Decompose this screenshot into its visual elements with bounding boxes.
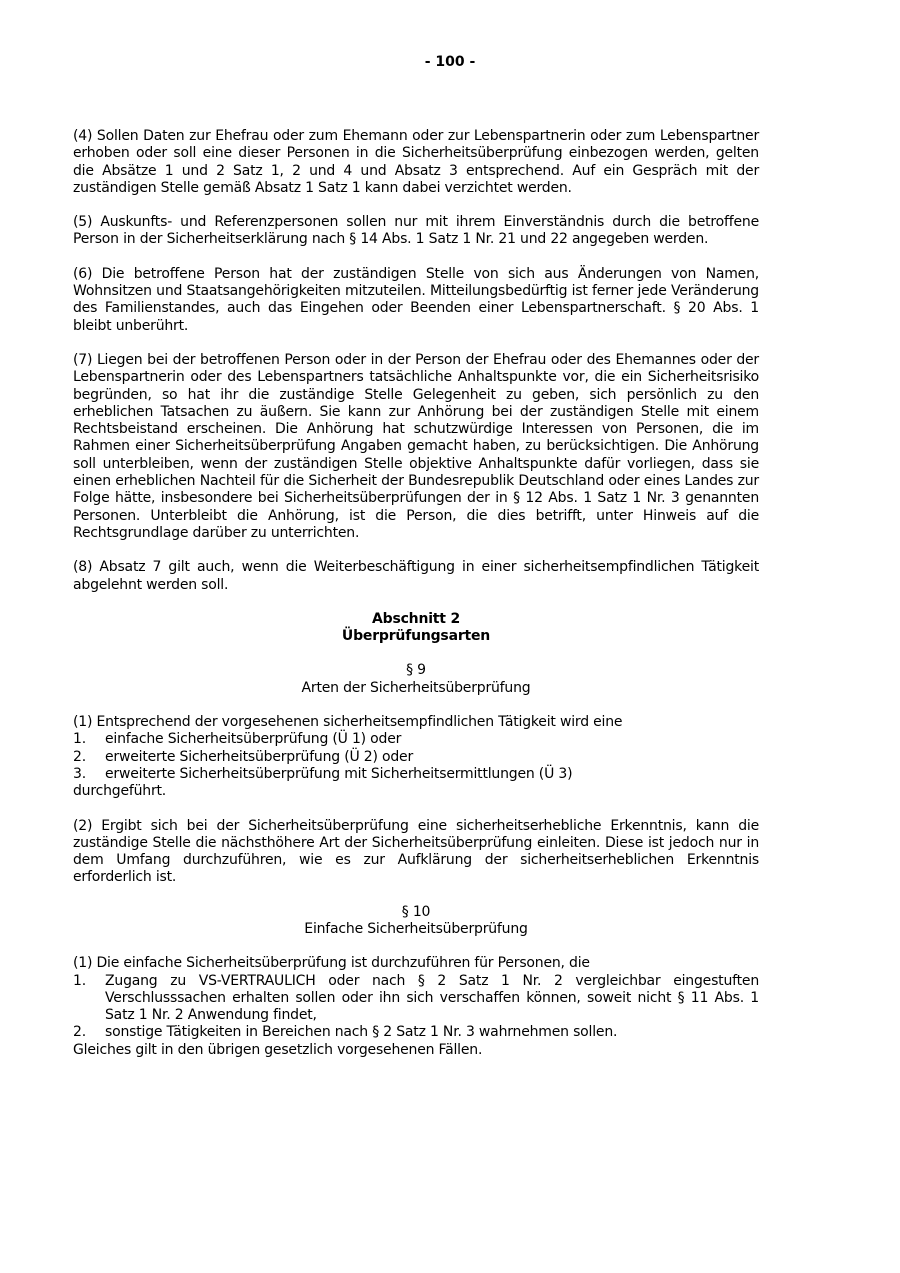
section-title: Abschnitt 2: [371, 610, 461, 627]
section-subtitle: Überprüfungsarten: [341, 628, 491, 645]
document-body: [73, 128, 759, 1076]
list-item-number: 2.: [73, 748, 86, 765]
para9-abs2: (2) Ergibt sich bei der Sicherheitsüberprüfung eine sicherheitserhebliche Erkenntnis, kann die zuständige Stelle die nächsthöhere Art der Sicherheitsüberprüfung einleiten. Diese ist jedoch nur in dem Umfang durchzuführen, wie es zur Aufklärung der sicherheitserheblichen Erkenntnis erforderlich ist.: [73, 817, 759, 886]
list-item-text: einfache Sicherheitsüberprüfung (Ü 1) oder: [105, 731, 402, 748]
list-item-number: 3.: [73, 765, 86, 782]
para9-outro: durchgeführt.: [73, 783, 167, 800]
list-item-text: erweiterte Sicherheitsüberprüfung (Ü 2) oder: [105, 748, 414, 765]
list-item-number: 1.: [73, 731, 86, 748]
page-number: - 100 -: [424, 54, 476, 70]
paragraph-5: (5) Auskunfts- und Referenzpersonen sollen nur mit ihrem Einverständnis durch die betroffene Person in der Sicherheitserklärung nach § 14 Abs. 1 Satz 1 Nr. 21 und 22 angegeben werden.: [73, 214, 759, 248]
list-item-number: 2.: [73, 1024, 86, 1041]
paragraph-8: (8) Absatz 7 gilt auch, wenn die Weiterbeschäftigung in einer sicherheitsempfindlichen Tätigkeit abgelehnt werden soll.: [73, 559, 759, 593]
para10-title: Einfache Sicherheitsüberprüfung: [304, 920, 528, 937]
para9-list: [73, 731, 759, 783]
para9-number: § 9: [406, 662, 426, 679]
paragraph-4: (4) Sollen Daten zur Ehefrau oder zum Ehemann oder zur Lebenspartnerin oder zum Lebenspartner erhoben oder soll eine dieser Personen in die Sicherheitsüberprüfung einbezogen werden, gelten die Absätze 1 und 2 Satz 1, 2 und 4 und Absatz 3 entsprechend. Auf ein Gespräch mit der zuständigen Stelle gemäß Absatz 1 Satz 1 kann dabei verzichtet werden.: [73, 128, 759, 196]
paragraph-6: (6) Die betroffene Person hat der zuständigen Stelle von sich aus Änderungen von Namen, Wohnsitzen und Staatsangehörigkeiten mitzuteilen. Mitteilungsbedürftig ist ferner jede Veränderung des Familienstandes, auch das Eingehen oder Beenden einer Lebenspartnerschaft. § 20 Abs. 1 bleibt unberührt.: [73, 265, 759, 334]
para9-heading: [73, 662, 759, 697]
list-item: [73, 749, 759, 766]
para10-heading: [73, 904, 759, 939]
para9-title: Arten der Sicherheitsüberprüfung: [301, 679, 531, 696]
para10-number: § 10: [401, 903, 431, 920]
list-item: [73, 973, 759, 1025]
list-item: [73, 1024, 759, 1041]
para10-intro: (1) Die einfache Sicherheitsüberprüfung ist durchzuführen für Personen, die: [73, 955, 590, 972]
para9-intro: (1) Entsprechend der vorgesehenen sicherheitsempfindlichen Tätigkeit wird eine: [73, 714, 623, 731]
para10-list: [73, 973, 759, 1042]
para10-outro: Gleiches gilt in den übrigen gesetzlich vorgesehenen Fällen.: [73, 1041, 483, 1058]
list-item: [73, 766, 759, 783]
section-heading: [73, 611, 759, 646]
list-item: [73, 731, 759, 748]
list-item-text: sonstige Tätigkeiten in Bereichen nach § 2 Satz 1 Nr. 3 wahrnehmen sollen.: [105, 1024, 618, 1041]
list-item-number: 1.: [73, 972, 86, 989]
paragraph-7: (7) Liegen bei der betroffenen Person oder in der Person der Ehefrau oder des Ehemannes oder der Lebenspartnerin oder des Lebenspartners tatsächliche Anhaltspunkte vor, die ein Sicherheitsrisiko begründen, so hat ihr die zuständige Stelle Gelegenheit zu geben, sich persönlich zu den erheblichen Tatsachen zu äußern. Sie kann zur Anhörung bei der zuständigen Stelle mit einem Rechtsbeistand erscheinen. Die Anhörung hat schutzwürdige Interessen von Personen, die im Rahmen einer Sicherheitsüberprüfung Angaben gemacht haben, zu berücksichtigen. Die Anhörung soll unterbleiben, wenn der zuständigen Stelle objektive Anhaltspunkte dafür vorliegen, dass sie einen erheblichen Nachteil für die Sicherheit der Bundesrepublik Deutschland oder eines Landes zur Folge hätte, insbesondere bei Sicherheitsüberprüfungen der in § 12 Abs. 1 Satz 1 Nr. 3 genannten Personen. Unterbleibt die Anhörung, ist die Person, die dies betrifft, unter Hinweis auf die Rechtsgrundlage darüber zu unterrichten.: [73, 351, 759, 541]
list-item-text: erweiterte Sicherheitsüberprüfung mit Sicherheitsermittlungen (Ü 3): [105, 765, 573, 782]
list-item-text: Zugang zu VS-VERTRAULICH oder nach § 2 Satz 1 Nr. 2 vergleichbar eingestuften Verschlusssachen erhalten sollen oder ihn sich verschaffen können, soweit nicht § 11 Abs. 1 Satz 1 Nr. 2 Anwendung findet,: [105, 972, 759, 1024]
